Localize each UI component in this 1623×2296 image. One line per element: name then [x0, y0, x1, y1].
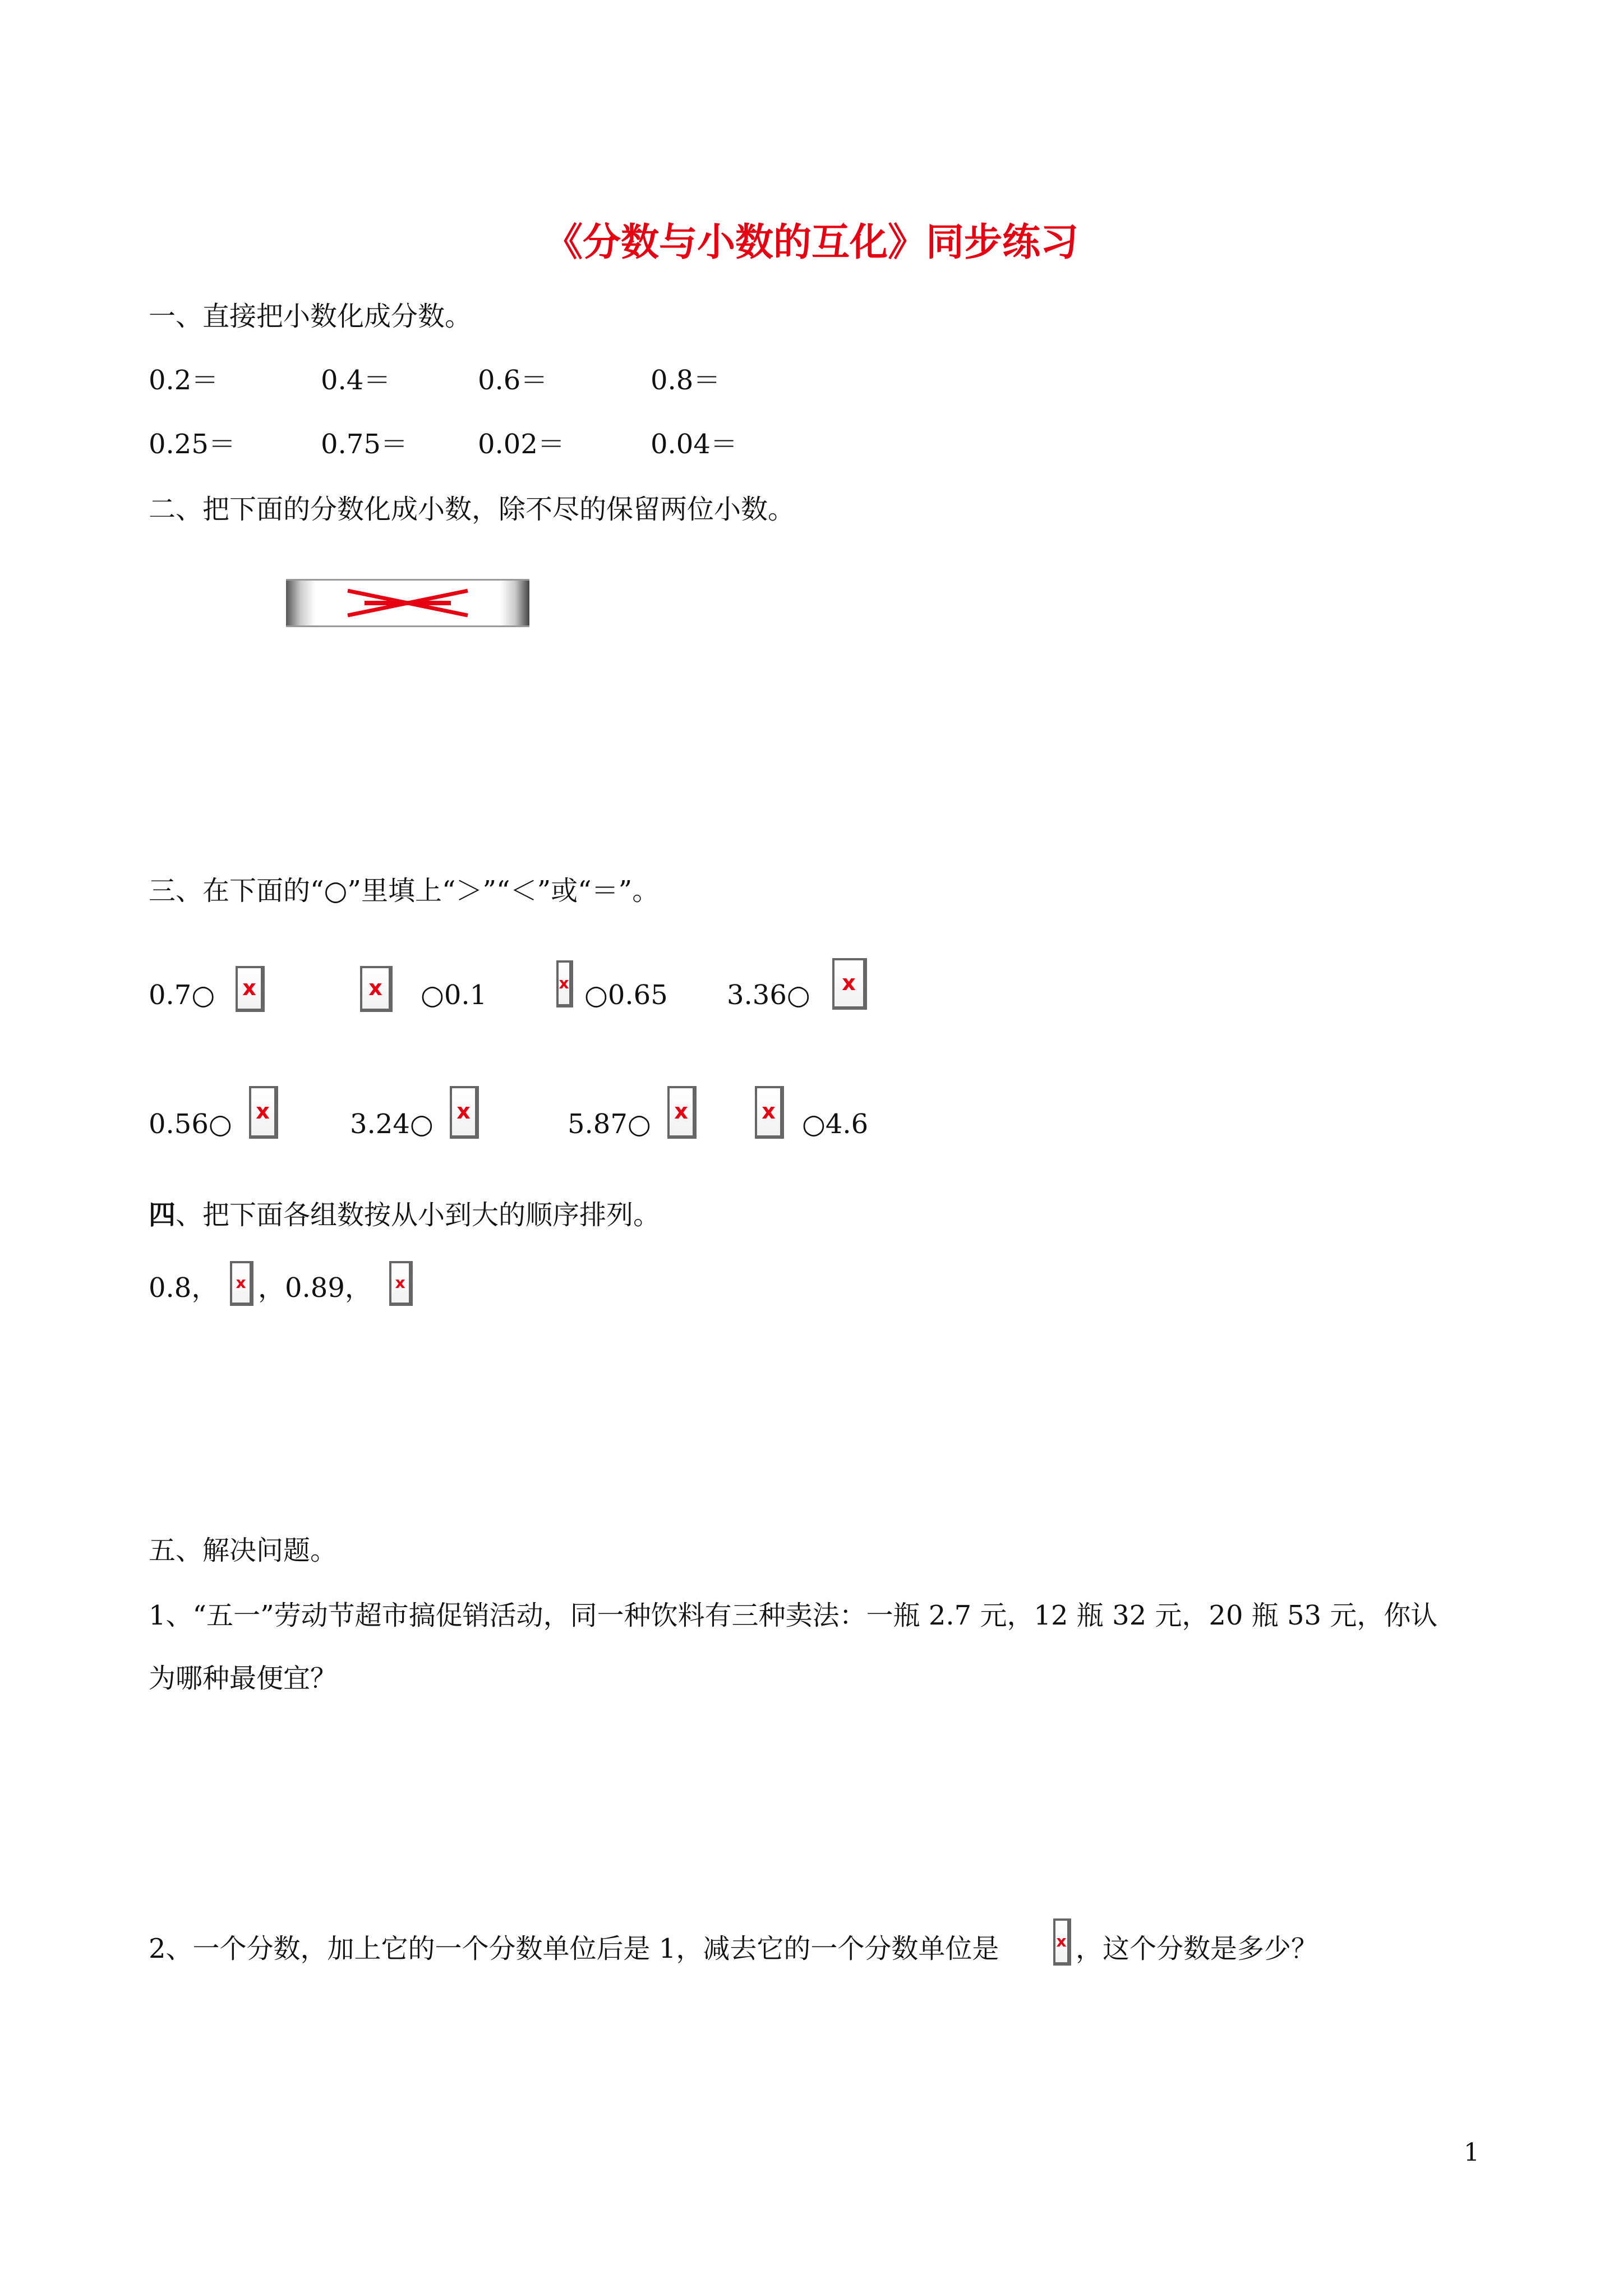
compare-item: ○0.65 [584, 979, 668, 1011]
broken-image-icon: x [236, 966, 265, 1012]
compare-item: 3.36○ [727, 979, 810, 1011]
section4-number: 四 [149, 1199, 176, 1231]
compare-item: 0.56○ [149, 1108, 232, 1140]
question2-before: 2、一个分数，加上它的一个分数单位后是 1，减去它的一个分数单位是 [149, 1933, 999, 1964]
broken-image-icon: x [249, 1086, 278, 1139]
broken-image-icon: x [755, 1086, 784, 1139]
question1-line2: 为哪种最便宜？ [149, 1663, 338, 1694]
broken-image-icon: x [389, 1261, 413, 1306]
decimal-item: 0.25＝ [149, 429, 236, 460]
page-title: 《分数与小数的互化》同步练习 [544, 220, 1078, 265]
question1-line1: 1、“五一”劳动节超市搞促销活动，同一种饮料有三种卖法：一瓶 2.7 元，12 瓶 32 元，20 瓶 53 元，你认 [149, 1600, 1438, 1631]
decimal-item: 0.6＝ [478, 365, 548, 396]
question2-after: ，这个分数是多少？ [1076, 1933, 1318, 1964]
section1-heading: 一、直接把小数化成分数。 [149, 301, 472, 332]
broken-image-icon: x [1053, 1918, 1071, 1966]
sequence-item: 0.8， [149, 1272, 219, 1304]
compare-item: 3.24○ [350, 1108, 434, 1140]
decimal-item: 0.04＝ [651, 429, 737, 460]
section4-text: 、把下面各组数按从小到大的顺序排列。 [176, 1199, 661, 1231]
page-number: 1 [1464, 2138, 1479, 2167]
compare-item: 0.7○ [149, 979, 215, 1011]
sequence-item: ，0.89， [258, 1272, 372, 1304]
broken-image-icon: x [450, 1086, 479, 1139]
section3-heading: 三、在下面的“○”里填上“＞”“＜”或“＝”。 [149, 875, 660, 907]
decimal-item: 0.8＝ [651, 365, 721, 396]
compare-item: ○4.6 [802, 1108, 869, 1140]
broken-image-icon: x [360, 966, 393, 1012]
section2-heading: 二、把下面的分数化成小数，除不尽的保留两位小数。 [149, 494, 795, 525]
broken-image-icon: x [556, 960, 573, 1007]
broken-image-banner [286, 579, 529, 627]
compare-item: ○0.1 [421, 979, 487, 1011]
decimal-item: 0.4＝ [321, 365, 391, 396]
section5-heading: 五、解决问题。 [149, 1535, 338, 1566]
broken-image-icon: x [667, 1086, 697, 1139]
decimal-item: 0.2＝ [149, 365, 219, 396]
cross-icon [342, 587, 473, 619]
decimal-item: 0.75＝ [321, 429, 408, 460]
broken-image-icon: x [230, 1261, 253, 1306]
section4-heading [149, 1198, 660, 1232]
broken-image-icon: x [832, 958, 867, 1010]
decimal-item: 0.02＝ [478, 429, 565, 460]
compare-item: 5.87○ [568, 1108, 651, 1140]
